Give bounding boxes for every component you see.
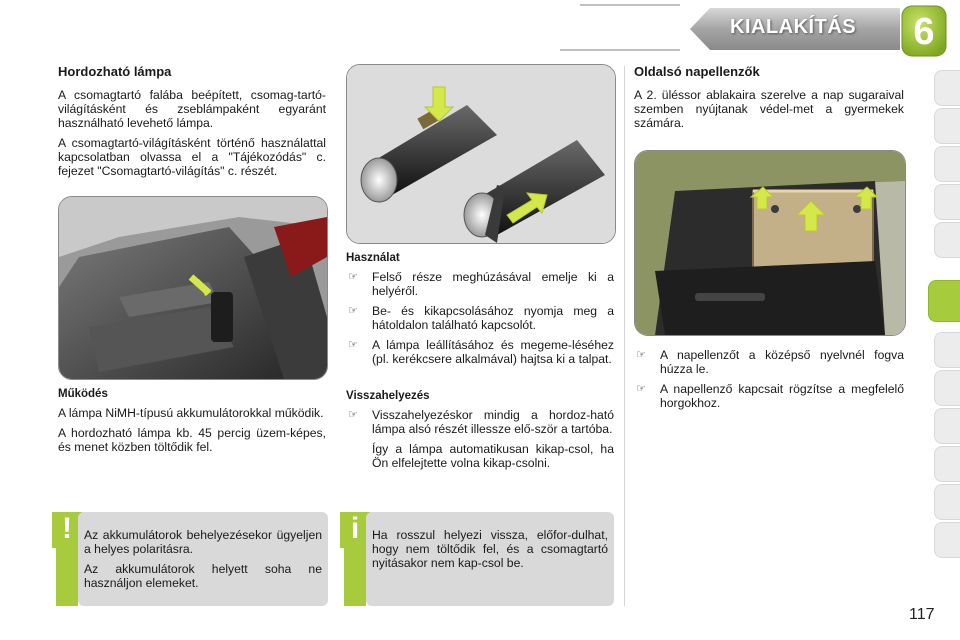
- chapter-tab[interactable]: [934, 146, 960, 182]
- chapter-tab[interactable]: [934, 522, 960, 558]
- chapter-tab[interactable]: [934, 332, 960, 368]
- chapter-tab[interactable]: [934, 222, 960, 258]
- list-item-text: Visszahelyezéskor mindig a hordoz-ható lámpa alsó részét illessze elő-ször a tartóba.: [372, 408, 614, 436]
- chapter-tab[interactable]: [934, 446, 960, 482]
- intro-paragraph: A csomagtartó falába beépített, csomag-tartó-világításként és zseblámpaként egyaránt használható levehető lámpa.: [58, 88, 326, 130]
- pointing-hand-icon: ☞: [348, 409, 358, 421]
- list-item: [346, 338, 614, 366]
- chapter-tab[interactable]: [934, 408, 960, 444]
- list-item: [634, 348, 904, 376]
- list-item: [634, 382, 904, 410]
- warning-paragraph: Az akkumulátorok behelyezésekor ügyeljen a helyes polaritásra.: [84, 528, 322, 556]
- replace-heading: Visszahelyezés: [346, 390, 430, 402]
- list-item: [346, 270, 614, 298]
- usage-list: [346, 270, 614, 372]
- chapter-title: KIALAKÍTÁS: [730, 16, 857, 38]
- warning-icon: !: [52, 512, 82, 548]
- operation-paragraph: A lámpa NiMH-típusú akkumulátorokkal működik.: [58, 406, 324, 420]
- list-item-text: Így a lámpa automatikusan kikap-csol, ha Ön elfelejtette volna kikap-csolni.: [372, 442, 614, 470]
- warning-note-text: [84, 528, 322, 596]
- sun-blind-photo: [634, 150, 906, 336]
- operation-paragraph: A hordozható lámpa kb. 45 percig üzem-képes, és menet közben töltődik fel.: [58, 426, 326, 454]
- chapter-tab-active[interactable]: [928, 280, 960, 322]
- pointing-hand-icon: ☞: [348, 271, 358, 283]
- operation-heading: Működés: [58, 388, 108, 400]
- info-icon: i: [340, 512, 370, 548]
- section-heading-portable-lamp: Hordozható lámpa: [58, 64, 172, 79]
- chapter-number-badge: 6: [913, 11, 935, 53]
- list-item-text: A napellenzőt a középső nyelvnél fogva húzza le.: [660, 348, 904, 376]
- intro-paragraph: A csomagtartó-világításként történő használattal kapcsolatban olvassa el a "Tájékozódás" c. fejezet "Csomagtartó-világítás" c. részét.: [58, 136, 326, 178]
- usage-heading: Használat: [346, 252, 400, 264]
- list-item: [346, 408, 614, 436]
- list-item-text: Felső része meghúzásával emelje ki a helyéről.: [372, 270, 614, 298]
- lamp-photo: [346, 64, 616, 244]
- pointing-hand-icon: ☞: [636, 349, 646, 361]
- trunk-lamp-photo: [58, 196, 328, 380]
- chapter-tab[interactable]: [934, 70, 960, 106]
- section-heading-sun-blinds: Oldalsó napellenzők: [634, 64, 760, 79]
- pointing-hand-icon: ☞: [348, 305, 358, 317]
- pointing-hand-icon: ☞: [636, 383, 646, 395]
- list-item-text: Be- és kikapcsolásához nyomja meg a hátoldalon található kapcsolót.: [372, 304, 614, 332]
- replace-list: [346, 408, 614, 476]
- sun-blinds-intro: [634, 88, 904, 136]
- sun-blinds-list: [634, 348, 904, 416]
- list-item-text: A napellenző kapcsait rögzítse a megfelelő horgokhoz.: [660, 382, 904, 410]
- list-item-continuation: [346, 442, 614, 470]
- chapter-tab[interactable]: [934, 484, 960, 520]
- portable-lamp-intro: [58, 88, 326, 184]
- chapter-tabs: [926, 64, 960, 576]
- page-number: 117: [909, 606, 935, 623]
- chapter-tab[interactable]: [934, 370, 960, 406]
- intro-paragraph: A 2. üléssor ablakaira szerelve a nap sugaraival szemben nyújtanak védel-met a gyermekek számára.: [634, 88, 904, 130]
- column-divider: [624, 66, 625, 606]
- list-item: [346, 304, 614, 332]
- chapter-tab[interactable]: [934, 184, 960, 220]
- list-item-text: A lámpa leállításához és megeme-léséhez (pl. kerékcsere alkalmával) hajtsa ki a talpat.: [372, 338, 614, 366]
- info-note-text: Ha rosszul helyezi vissza, előfor-dulhat, hogy nem töltődik fel, és a csomagtartó nyitásakor nem kap-csol be.: [372, 528, 608, 570]
- warning-paragraph: Az akkumulátorok helyett soha ne használjon elemeket.: [84, 562, 322, 590]
- operation-text: [58, 406, 326, 460]
- chapter-tab[interactable]: [934, 108, 960, 144]
- pointing-hand-icon: ☞: [348, 339, 358, 351]
